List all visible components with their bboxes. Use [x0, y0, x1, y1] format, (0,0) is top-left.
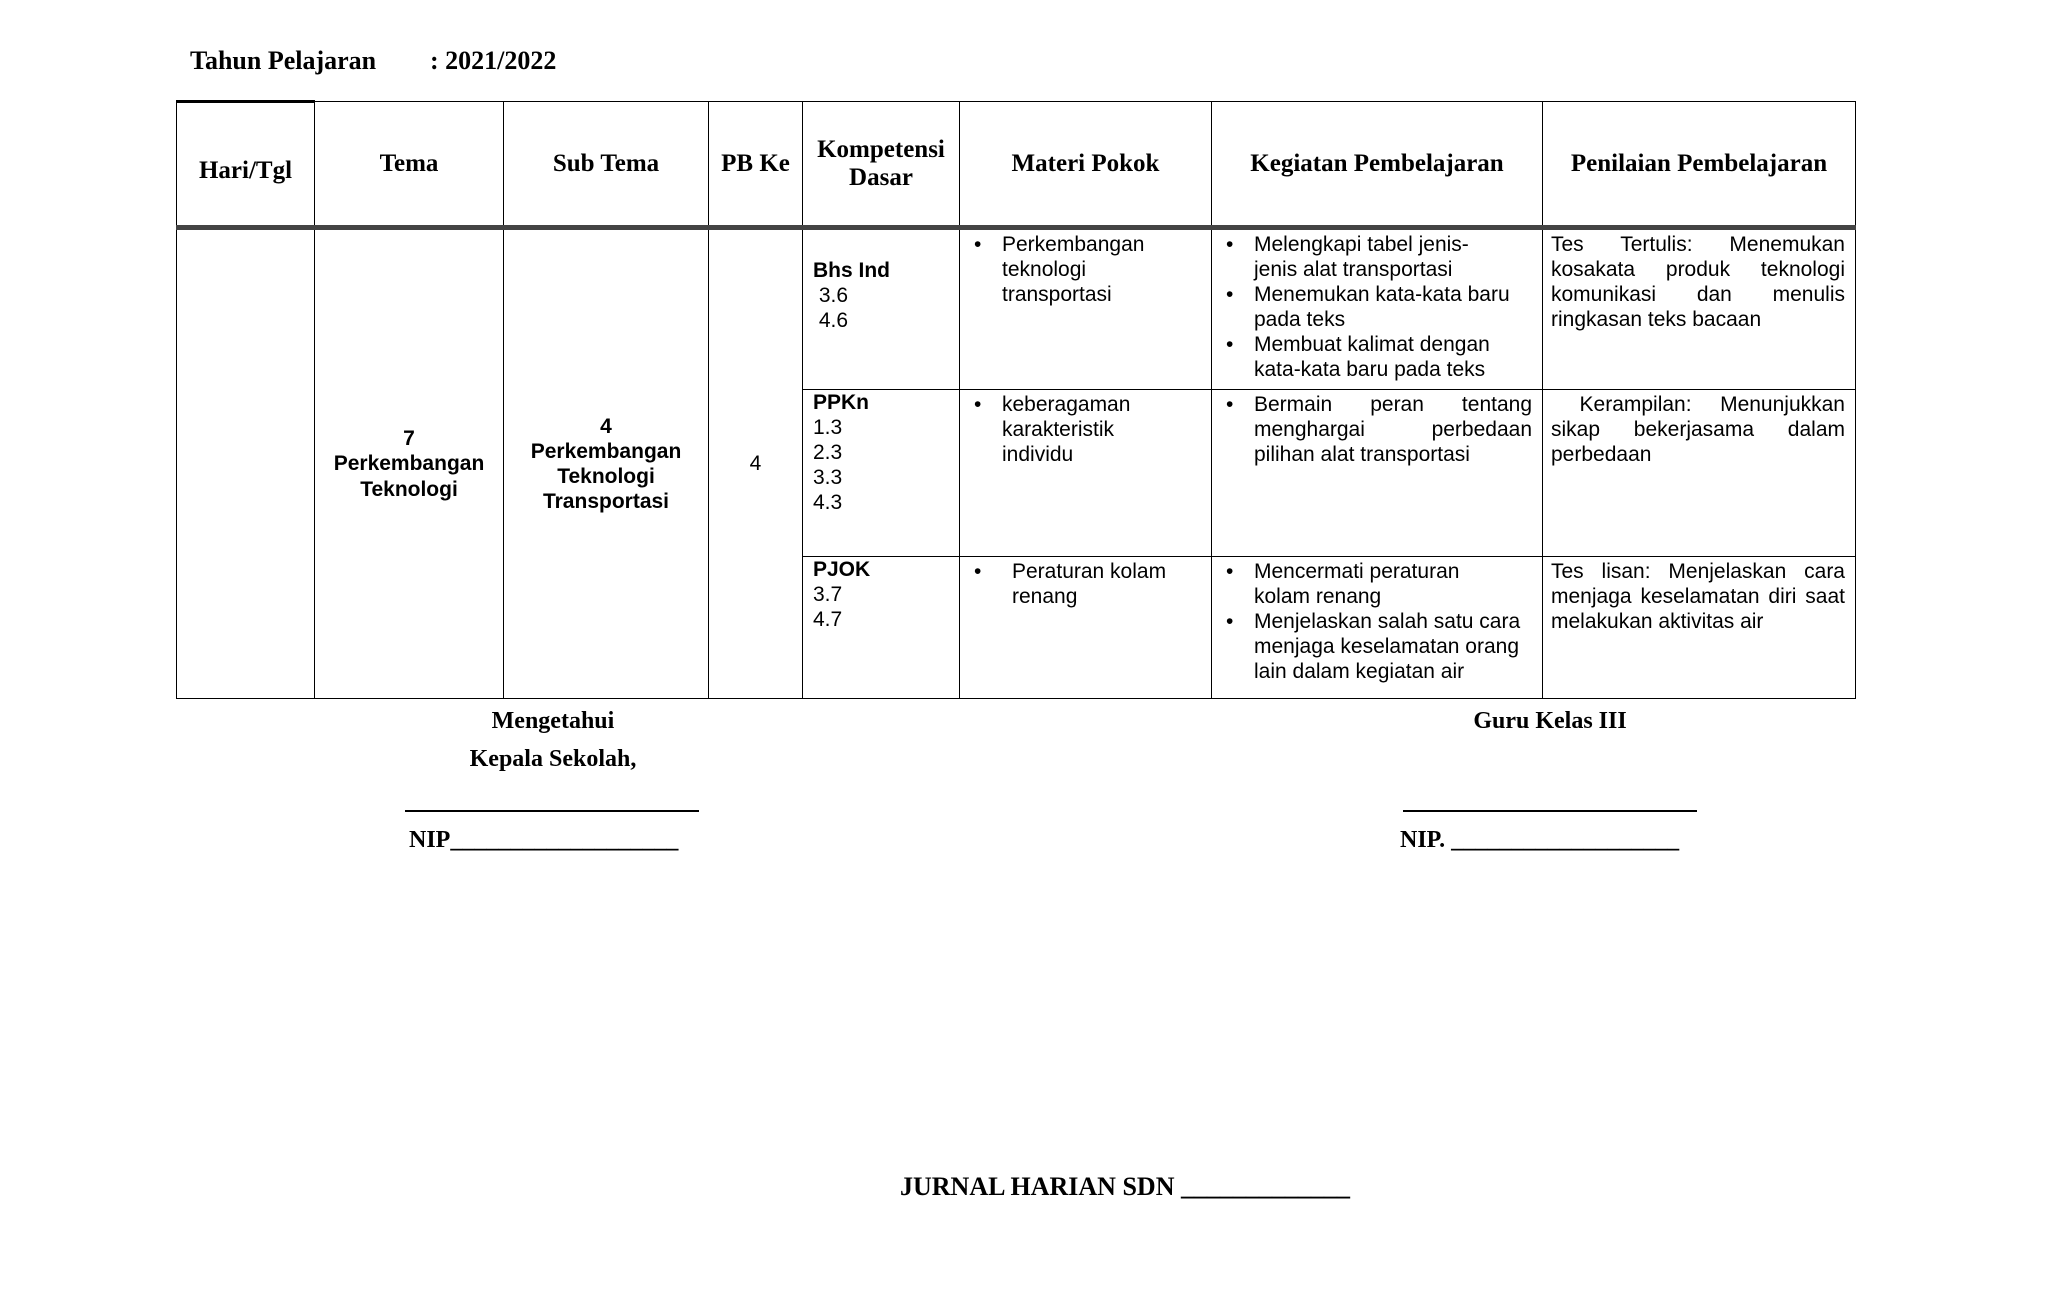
column-header-sub-tema: Sub Tema — [504, 102, 709, 228]
column-header-tema: Tema — [315, 102, 504, 228]
column-header-hari-tgl: Hari/Tgl — [177, 102, 315, 228]
cell-materi-ppkn — [960, 390, 1212, 557]
signature-right-line — [1403, 810, 1697, 812]
cell-materi-pjok — [960, 557, 1212, 699]
journal-table — [176, 100, 1856, 699]
kd-code: 3.7 — [813, 583, 843, 606]
academic-year-label: Tahun Pelajaran — [190, 46, 377, 75]
table-header-row — [177, 102, 1856, 228]
subtema-number: 4 — [600, 414, 612, 438]
kd-code: 3.6 — [813, 284, 849, 307]
kd-code: 4.6 — [813, 309, 849, 332]
kegiatan-item: • Melengkapi tabel jenis-jenis alat transportasi — [1220, 232, 1532, 282]
kd-code: 3.3 — [813, 466, 843, 489]
kegiatan-item: • Menjelaskan salah satu cara menjaga keselamatan orang lain dalam kegiatan air — [1220, 609, 1532, 684]
cell-tema — [315, 228, 504, 699]
academic-year-value: : 2021/2022 — [430, 46, 557, 75]
cell-penilaian-bhs-ind: Tes Tertulis: Menemukan kosakata produk teknologi komunikasi dan menulis ringkasan teks bacaan — [1543, 228, 1856, 390]
kd-subject: Bhs Ind — [813, 259, 890, 282]
cell-kd-ppkn — [803, 390, 960, 557]
cell-sub-tema — [504, 228, 709, 699]
kd-subject: PPKn — [813, 391, 870, 414]
subtema-title: Perkembangan Teknologi Transportasi — [530, 439, 682, 514]
cell-materi-bhs-ind — [960, 228, 1212, 390]
signature-left-nip: NIP___________________ — [409, 827, 679, 853]
column-header-penilaian: Penilaian Pembelajaran — [1543, 102, 1856, 228]
materi-item: • Perkembangan teknologi transportasi — [968, 232, 1201, 307]
kd-code: 4.7 — [813, 608, 843, 631]
signature-left-line1: Mengetahui — [491, 708, 615, 734]
cell-penilaian-pjok: Tes lisan: Menjelaskan cara menjaga keselamatan diri saat melakukan aktivitas air — [1543, 557, 1856, 699]
tema-number: 7 — [403, 427, 415, 451]
kd-code: 4.3 — [813, 491, 843, 514]
cell-kegiatan-ppkn — [1212, 390, 1543, 557]
academic-year — [190, 46, 556, 76]
kd-code: 1.3 — [813, 416, 843, 439]
kegiatan-item: • Mencermati peraturan kolam renang — [1220, 559, 1532, 609]
tema-title: Perkembangan Teknologi — [333, 452, 485, 501]
cell-kegiatan-bhs-ind — [1212, 228, 1543, 390]
cell-kd-bhs-ind — [803, 228, 960, 390]
kd-code: 2.3 — [813, 441, 843, 464]
journal-footer-title: JURNAL HARIAN SDN _____________ — [900, 1172, 1350, 1201]
signature-right-line1: Guru Kelas III — [1473, 708, 1627, 734]
column-header-kegiatan: Kegiatan Pembelajaran — [1212, 102, 1543, 228]
cell-pb-ke: 4 — [709, 228, 803, 699]
kd-subject: PJOK — [813, 558, 871, 581]
cell-kegiatan-pjok — [1212, 557, 1543, 699]
column-header-materi-pokok: Materi Pokok — [960, 102, 1212, 228]
kegiatan-item: • Membuat kalimat dengan kata-kata baru pada teks — [1220, 332, 1532, 382]
kegiatan-item: • Bermain peran tentang menghargai perbedaan pilihan alat transportasi — [1220, 392, 1532, 467]
cell-hari-tgl — [177, 228, 315, 699]
signature-left-line2: Kepala Sekolah, — [469, 746, 637, 772]
column-header-pb-ke: PB Ke — [709, 102, 803, 228]
kegiatan-item: • Menemukan kata-kata baru pada teks — [1220, 282, 1532, 332]
signature-right-nip: NIP. ___________________ — [1400, 827, 1680, 853]
materi-item: • keberagaman karakteristik individu — [968, 392, 1201, 467]
cell-penilaian-ppkn: Kerampilan: Menunjukkan sikap bekerjasama dalam perbedaan — [1543, 390, 1856, 557]
table-row — [177, 228, 1856, 390]
materi-item: • Peraturan kolam renang — [968, 559, 1201, 609]
column-header-kompetensi-dasar: Kompetensi Dasar — [803, 102, 960, 228]
signature-left-line — [405, 810, 699, 812]
cell-kd-pjok — [803, 557, 960, 699]
